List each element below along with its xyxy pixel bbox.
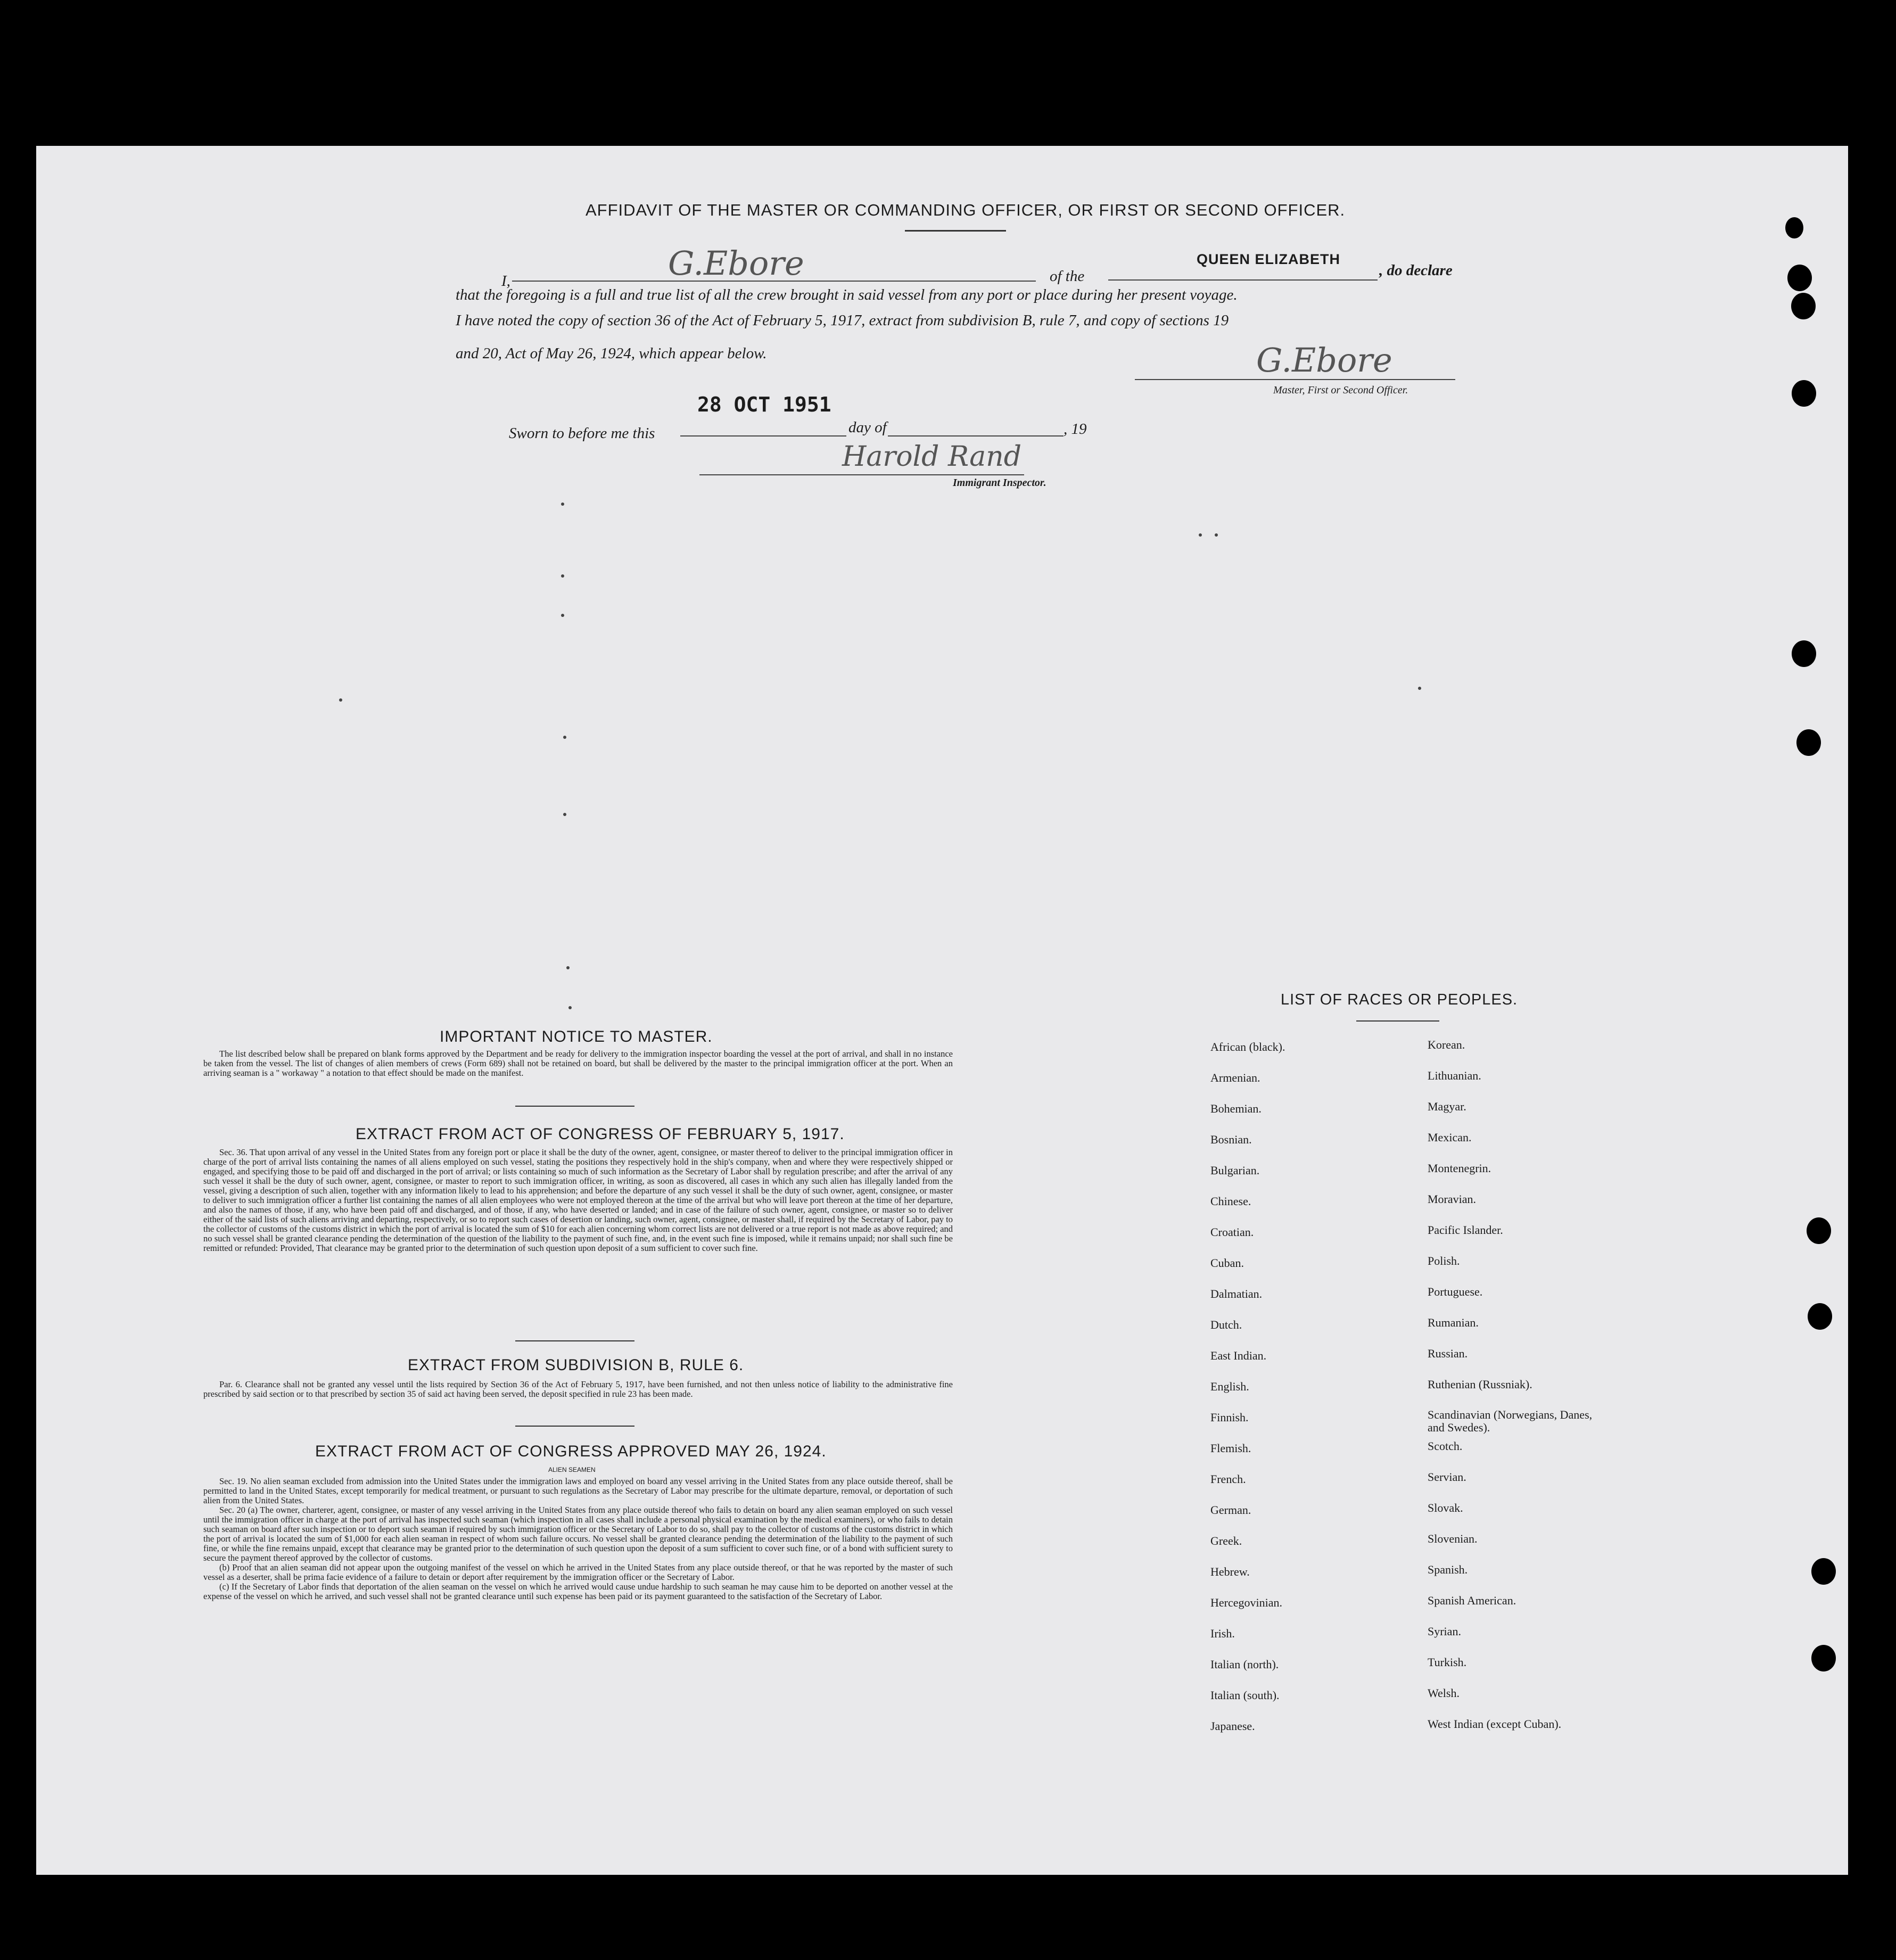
- title-underline: [905, 230, 1006, 232]
- race-item: Flemish.: [1210, 1442, 1251, 1455]
- race-item: English.: [1210, 1380, 1249, 1393]
- master-signature: G.Ebore: [1256, 341, 1392, 380]
- race-item: Polish.: [1428, 1254, 1460, 1267]
- race-item: Hercegovinian.: [1210, 1596, 1282, 1609]
- races-column-1: [1210, 1040, 1391, 1750]
- race-item: Rumanian.: [1428, 1316, 1479, 1329]
- race-item: Slovak.: [1428, 1501, 1463, 1514]
- column-mark: [566, 966, 570, 969]
- race-item: Bohemian.: [1210, 1102, 1262, 1115]
- race-item: Pacific Islander.: [1428, 1223, 1503, 1237]
- race-item: Italian (south).: [1210, 1689, 1280, 1702]
- binder-hole-3: [1791, 293, 1816, 319]
- binder-hole-1: [1785, 217, 1803, 238]
- inspector-signature-line: [699, 474, 1024, 475]
- column-mark: [339, 698, 342, 702]
- races-title: LIST OF RACES OR PEOPLES.: [1281, 991, 1518, 1008]
- sec-20a-text: Sec. 20 (a) The owner, charterer, agent, consignee, or master of any vessel arriving in the United States from any place outside thereof who fails to detain on board any alien seaman employed on such vessel until the immigration officer in charge at the port of arrival has inspected such seaman (which inspection in all cases shall include a personal physical examination by the medical examiners), or who fails to detain such seaman on board after such inspection or to deport such seaman if required by such immigration officer or the Secretary of Labor to do so, shall pay to the collector of customs of the customs district in which the port of arrival is located the sum of $1,000 for each alien seaman in respect of whom such failure occurs. No vessel shall be granted clearance pending the determination of the liability to the payment of such fine, or while the fine remains unpaid, except that clearance may be granted prior to the determination of such question upon the deposit of a sum sufficient to cover such fine, or of a bond with sufficient surety to secure the payment thereof approved by the collector of customs.: [203, 1505, 953, 1563]
- race-item: Dutch.: [1210, 1318, 1242, 1331]
- extract-1924-body: [203, 1477, 953, 1601]
- race-item: Syrian.: [1428, 1625, 1461, 1638]
- divider-1: [515, 1106, 634, 1107]
- race-item: Spanish American.: [1428, 1594, 1516, 1607]
- declaration-line-3: and 20, Act of May 26, 1924, which appear below.: [456, 345, 767, 362]
- extract-1917-title: EXTRACT FROM ACT OF CONGRESS OF FEBRUARY 5, 1917.: [356, 1125, 845, 1143]
- race-item: Finnish.: [1210, 1411, 1249, 1424]
- rule6-body: [203, 1380, 953, 1399]
- declaration-line-1: that the foregoing is a full and true list of all the crew brought in said vessel from any port or place during her present voyage.: [456, 286, 1238, 303]
- race-item: Spanish.: [1428, 1563, 1468, 1576]
- race-item: Irish.: [1210, 1627, 1235, 1640]
- binder-hole-9: [1811, 1558, 1836, 1585]
- affidavit-title: AFFIDAVIT OF THE MASTER OR COMMANDING OFFICER, OR FIRST OR SECOND OFFICER.: [586, 201, 1346, 219]
- column-mark: [561, 614, 564, 617]
- column-mark: [563, 736, 566, 739]
- column-mark: [1199, 533, 1202, 537]
- race-item: German.: [1210, 1503, 1251, 1517]
- race-item: Montenegrin.: [1428, 1162, 1491, 1175]
- race-item: Magyar.: [1428, 1100, 1466, 1113]
- sworn-label: Sworn to before me this: [509, 425, 655, 442]
- race-item: Cuban.: [1210, 1256, 1244, 1270]
- race-item: Italian (north).: [1210, 1658, 1279, 1671]
- race-item: Armenian.: [1210, 1071, 1260, 1084]
- binder-hole-2: [1787, 265, 1812, 291]
- binder-hole-4: [1792, 380, 1816, 407]
- races-column-2: [1428, 1038, 1651, 1748]
- binder-hole-6: [1796, 729, 1821, 756]
- notice-text: The list described below shall be prepared on blank forms approved by the Department and be ready for delivery to the immigration inspector boarding the vessel at the port of arrival, and shall in no instance be taken from the vessel. The list of changes of alien members of crews (Form 689) shall not be retained on board, but shall be delivered by the master to the principal immigration officer at the port. When an arriving seaman is a " workaway " a notation to that effect should be made on the manifest.: [203, 1049, 953, 1078]
- sec-19-text: Sec. 19. No alien seaman excluded from admission into the United States under the immigration laws and employed on board any vessel arriving in the United States from any place outside thereof, shall be permitted to land in the United States, except temporarily for medical treatment, or pursuant to such regulations as the Secretary of Labor may prescribe for the ultimate departure, removal, or deportation of such alien from the United States.: [203, 1476, 953, 1505]
- race-item: Moravian.: [1428, 1192, 1477, 1206]
- race-item: Slovenian.: [1428, 1532, 1478, 1545]
- race-item: Chinese.: [1210, 1195, 1251, 1208]
- sworn-day-line: [680, 435, 846, 437]
- race-item: Hebrew.: [1210, 1565, 1250, 1578]
- race-item: Russian.: [1428, 1347, 1468, 1360]
- master-caption: Master, First or Second Officer.: [1273, 384, 1408, 396]
- column-mark: [563, 813, 566, 816]
- race-item: Turkish.: [1428, 1656, 1467, 1669]
- par-6-text: Par. 6. Clearance shall not be granted any vessel until the lists required by Section 36 of the Act of February 5, 1917, have been furnished, and not then unless notice of liability to the administrative fine prescribed by said section or to that prescribed by section 35 of said act having been served, the deposit specified in rule 23 has been made.: [203, 1379, 953, 1399]
- race-item: Japanese.: [1210, 1719, 1255, 1733]
- do-declare-label: , do declare: [1379, 262, 1453, 279]
- divider-2: [515, 1340, 634, 1341]
- declaration-line-2: I have noted the copy of section 36 of the Act of February 5, 1917, extract from subdivision B, rule 7, and copy of sections 19: [456, 312, 1229, 329]
- race-item: Greek.: [1210, 1534, 1242, 1547]
- rule6-title: EXTRACT FROM SUBDIVISION B, RULE 6.: [408, 1356, 744, 1374]
- race-item: Bosnian.: [1210, 1133, 1252, 1146]
- race-item: Servian.: [1428, 1470, 1466, 1484]
- column-mark: [561, 574, 564, 578]
- year-prefix: , 19: [1064, 421, 1087, 438]
- race-item: Croatian.: [1210, 1225, 1254, 1239]
- inspector-caption: Immigrant Inspector.: [953, 477, 1046, 489]
- sec-36-text: Sec. 36. That upon arrival of any vessel in the United States from any foreign port or place it shall be the duty of the owner, agent, consignee, or master thereof to deliver to the principal immigration officer in charge of the port of arrival lists containing the names of all aliens employed on such vessel, stating the positions they respectively hold in the ship's company, when and where they were respectively shipped or engaged, and specifying those to be paid off and discharged in the port of arrival; or lists containing so much of such information as the Secretary of Labor shall by regulation prescribe; and after the arrival of any such vessel it shall be the duty of such owner, agent, consignee, or master to report to such immigration officer, in writing, as soon as discovered, all cases in which any such alien has illegally landed from the vessel, giving a description of such alien, together with any information likely to lead to his apprehension; and before the departure of any such vessel it shall be the duty of such owner, agent, consignee, or master to deliver to such immigration officer a further list containing the names of all alien employees who were not employed thereon at the time of the arrival but who will leave port thereon at the time of her departure, and also the names of those, if any, who have been paid off and discharged, and of those, if any, who have deserted or landed; and in case of the failure of such owner, agent, consignee, or master so to deliver either of the said lists of such aliens arriving and departing, respectively, or so to report such cases of desertion or landing, such owner, agent, consignee, or master shall, if required by the Secretary of Labor, pay to the collector of customs of the customs district in which the port of arrival is located the sum of $10 for each alien concerning whom correct lists are not delivered or a true report is not made as above required; and no such vessel shall be granted clearance pending the determination of the question of the liability to the payment of such fine, and, in the event such fine is imposed, while it remains unpaid; nor shall such fine be remitted or refunded: Provided, That clearance may be granted prior to the determination of such question upon deposit of a sum sufficient to cover such fine.: [203, 1147, 953, 1253]
- day-of-label: day of: [848, 419, 887, 436]
- extract-1917-body: [203, 1148, 953, 1253]
- race-item: Korean.: [1428, 1038, 1465, 1051]
- column-mark: [561, 503, 564, 506]
- race-item: Dalmatian.: [1210, 1287, 1263, 1300]
- race-item: Bulgarian.: [1210, 1164, 1260, 1177]
- race-item: Scotch.: [1428, 1439, 1463, 1453]
- race-item: East Indian.: [1210, 1349, 1267, 1362]
- race-item: Lithuanian.: [1428, 1069, 1481, 1082]
- sec-20c-text: (c) If the Secretary of Labor finds that deportation of the alien seaman on the vessel on which he arrived would cause undue hardship to such seaman he may cause him to be deported on another vessel at the expense of the vessel on which he arrived, and such vessel shall not be granted clearance until such expense has been paid or its payment guaranteed to the satisfaction of the Secretary of Labor.: [203, 1582, 953, 1601]
- race-item: Ruthenian (Russniak).: [1428, 1378, 1532, 1391]
- vessel-line: [1108, 279, 1378, 281]
- race-item: French.: [1210, 1472, 1246, 1486]
- master-name-signature: G.Ebore: [668, 244, 804, 283]
- column-mark: [1418, 687, 1421, 690]
- race-item: Scandinavian (Norwegians, Danes, and Swedes).: [1428, 1408, 1593, 1434]
- binder-hole-10: [1811, 1645, 1836, 1671]
- notice-title: IMPORTANT NOTICE TO MASTER.: [440, 1028, 713, 1045]
- binder-hole-7: [1807, 1217, 1831, 1244]
- notice-body: [203, 1049, 953, 1078]
- races-title-underline: [1356, 1020, 1439, 1022]
- i-label: I,: [501, 273, 510, 290]
- column-mark: [568, 1006, 572, 1009]
- sec-20b-text: (b) Proof that an alien seaman did not appear upon the outgoing manifest of the vessel on which he arrived in the United States from any place outside thereof, or that he was reported by the master of such vessel as a deserter, shall be prima facie evidence of a failure to detain or deport after requirement by the immigration officer or the Secretary of Labor.: [203, 1562, 953, 1582]
- vessel-name: QUEEN ELIZABETH: [1197, 251, 1341, 267]
- column-mark: [1215, 533, 1218, 537]
- date-stamp: 28 OCT 1951: [697, 393, 831, 416]
- race-item: Welsh.: [1428, 1686, 1460, 1700]
- race-item: West Indian (except Cuban).: [1428, 1717, 1562, 1731]
- race-item: African (black).: [1210, 1040, 1285, 1053]
- binder-hole-5: [1792, 640, 1816, 667]
- sworn-month-line: [888, 435, 1064, 437]
- race-item: Mexican.: [1428, 1131, 1472, 1144]
- of-the-label: of the: [1050, 268, 1085, 285]
- divider-3: [515, 1426, 634, 1427]
- extract-1924-title: EXTRACT FROM ACT OF CONGRESS APPROVED MAY 26, 1924.: [315, 1443, 827, 1460]
- binder-hole-8: [1808, 1303, 1832, 1330]
- alien-seamen-subtitle: ALIEN SEAMEN: [548, 1466, 596, 1473]
- race-item: Portuguese.: [1428, 1285, 1483, 1298]
- inspector-signature: Harold Rand: [842, 441, 1022, 473]
